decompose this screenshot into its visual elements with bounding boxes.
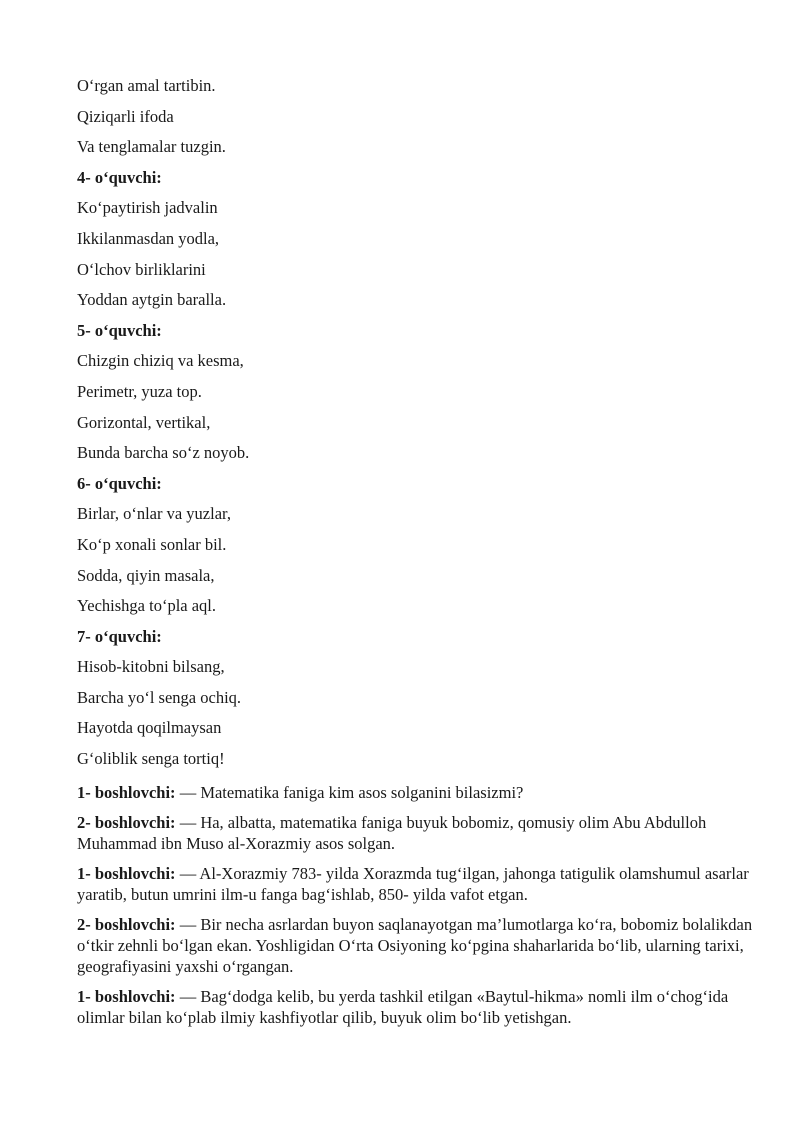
verse-line: Birlar, o‘nlar va yuzlar, [77, 504, 231, 524]
verse-line: Hisob-kitobni bilsang, [77, 657, 225, 677]
verse-line: Yechishga to‘pla aql. [77, 596, 217, 616]
verse-line: Yoddan aytgin baralla. [77, 290, 227, 310]
verse-line: O‘lchov birliklarini [77, 259, 206, 279]
dialog-text: — Bir necha asrlardan buyon saqlanayotgan ma’lumotlarga ko‘ra, bobomiz bolalikdan o‘tkir zehnli bo‘lgan ekan. Yoshligidan O‘rta Osiyoning ko‘pgina shaharlarida bo‘lib, ularning tarixi, geografiyasini yaxshi o‘rgangan. [77, 914, 753, 976]
dialog-paragraph [77, 863, 757, 905]
student-speaker-label: 4- o‘quvchi: [77, 167, 162, 187]
presenter-label: 1- boshlovchi: [77, 863, 176, 883]
verse-line: Hayotda qoqilmaysan [77, 718, 222, 738]
verse-line: Ikkilanmasdan yodla, [77, 228, 220, 248]
dialog-text: — Ha, albatta, matematika faniga buyuk bobomiz, qomusiy olim Abu Abdulloh Muhammad ibn Muso al-Xorazmiy asos solgan. [77, 812, 707, 853]
verse-line: G‘oliblik senga tortiq! [77, 749, 225, 769]
presenter-label: 1- boshlovchi: [77, 986, 176, 1006]
presenter-label: 2- boshlovchi: [77, 914, 176, 934]
dialog-text: — Bag‘dodga kelib, bu yerda tashkil etilgan «Baytul-hikma» nomli ilm o‘chog‘ida olimlar bilan ko‘plab ilmiy kashfiyotlar qilib, buyuk olim bo‘lib yetishgan. [77, 986, 729, 1027]
verse-line: Qiziqarli ifoda [77, 106, 174, 126]
presenter-label: 1- boshlovchi: [77, 782, 176, 802]
verse-line: Chizgin chiziq va kesma, [77, 351, 244, 371]
verse-line: Barcha yo‘l senga ochiq. [77, 687, 242, 707]
dialog-paragraph [77, 782, 757, 803]
verse-line: Bunda barcha so‘z noyob. [77, 443, 250, 463]
verse-line: Va tenglamalar tuzgin. [77, 137, 226, 157]
verse-line: Perimetr, yuza top. [77, 381, 202, 401]
verse-line: Ko‘paytirish jadvalin [77, 198, 218, 218]
dialog-paragraph [77, 914, 757, 977]
presenter-dialog [77, 782, 757, 1028]
verse-line: Sodda, qiyin masala, [77, 565, 215, 585]
verse-line: O‘rgan amal tartibin. [77, 76, 216, 95]
verse-line: Gorizontal, vertikal, [77, 412, 211, 432]
verse-line: Ko‘p xonali sonlar bil. [77, 534, 227, 554]
dialog-text: — Al-Xorazmiy 783- yilda Xorazmda tug‘ilgan, jahonga tatigulik olamshumul asarlar yaratib, butun umrini ilm-u fanga bag‘ishlab, 850- yilda vafot etgan. [77, 863, 749, 904]
dialog-text: — Matematika faniga kim asos solganini bilasizmi? [175, 782, 524, 802]
document-page [77, 76, 757, 1037]
presenter-label: 2- boshlovchi: [77, 812, 176, 832]
dialog-paragraph [77, 812, 757, 854]
student-speaker-label: 7- o‘quvchi: [77, 626, 162, 646]
student-speaker-label: 5- o‘quvchi: [77, 320, 162, 340]
student-speaker-label: 6- o‘quvchi: [77, 473, 162, 493]
poem-verses [77, 76, 757, 780]
dialog-paragraph [77, 986, 757, 1028]
